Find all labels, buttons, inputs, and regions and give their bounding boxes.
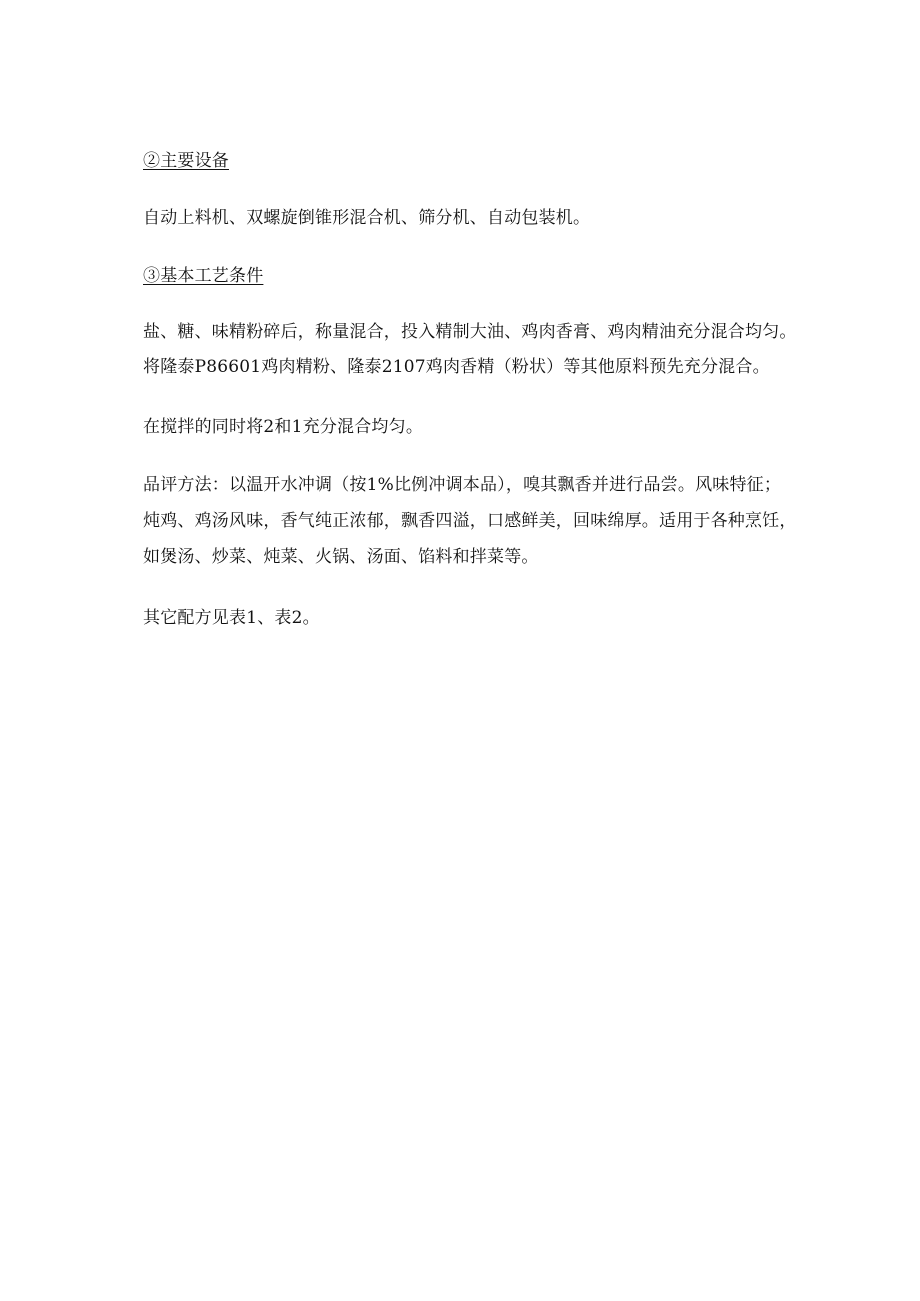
evaluation-paragraph-line: 炖鸡、鸡汤风味，香气纯正浓郁，飘香四溢，口感鲜美，回味绵厚。适用于各种烹饪， <box>143 511 797 531</box>
process-paragraph-line: 盐、糖、味精粉碎后，称量混合，投入精制大油、鸡肉香膏、鸡肉精油充分混合均匀。 <box>143 322 797 342</box>
evaluation-paragraph-line: 品评方法：以温开水冲调（按1%比例冲调本品），嗅其飘香并进行品尝。风味特征； <box>143 475 782 495</box>
mixing-paragraph: 在搅拌的同时将2和1充分混合均匀。 <box>143 417 424 437</box>
evaluation-paragraph-line: 如煲汤、炒菜、炖菜、火锅、汤面、馅料和拌菜等。 <box>143 547 539 567</box>
equipment-list-text: 自动上料机、双螺旋倒锥形混合机、筛分机、自动包装机。 <box>143 208 591 228</box>
section-heading-process-conditions: ③基本工艺条件 <box>143 266 264 286</box>
process-paragraph-line: 将隆泰P86601鸡肉精粉、隆泰2107鸡肉香精（粉状）等其他原料预先充分混合。 <box>143 357 770 377</box>
section-heading-main-equipment: ②主要设备 <box>143 151 229 171</box>
other-formulas-note: 其它配方见表1、表2。 <box>143 608 320 628</box>
